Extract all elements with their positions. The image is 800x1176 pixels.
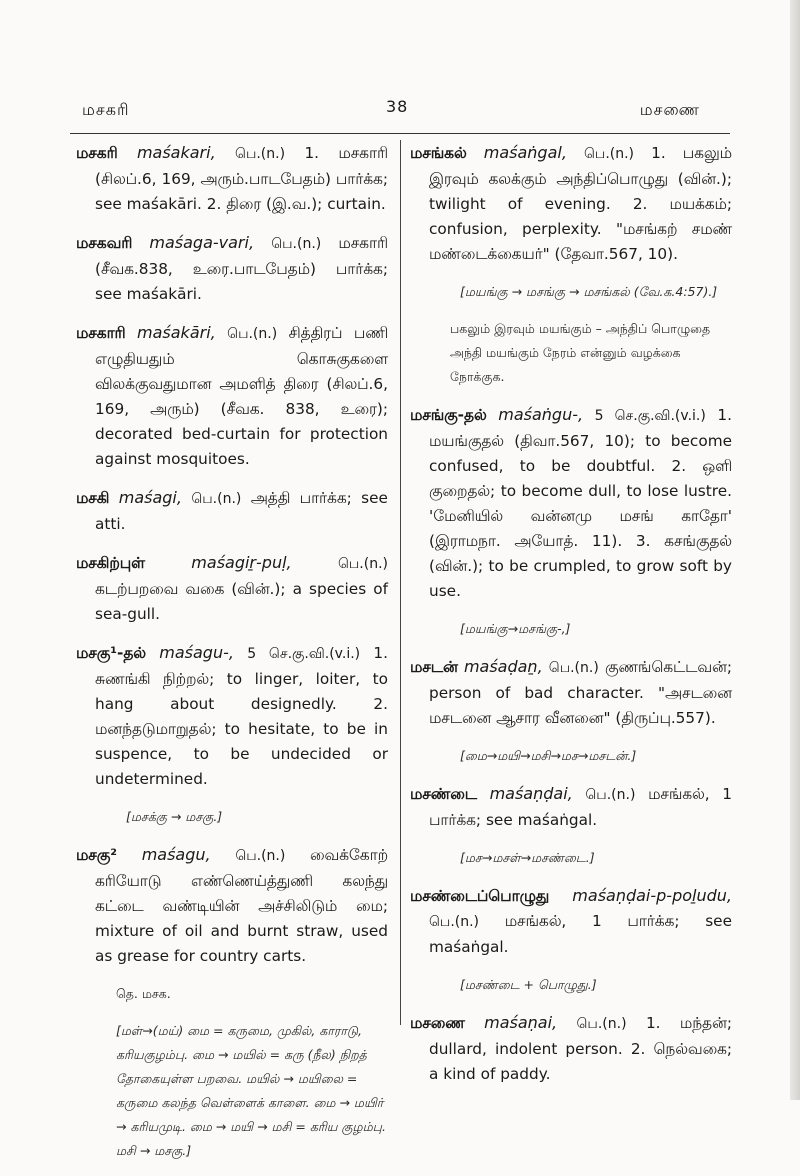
dictionary-entry xyxy=(410,1010,732,1087)
entry-grammar: பெ.(n.) xyxy=(576,1016,627,1032)
entry-grammar: பெ.(n.) xyxy=(584,146,635,162)
dictionary-entry xyxy=(410,781,732,833)
entry-transliteration: maśakari, xyxy=(136,143,216,162)
dictionary-entry xyxy=(76,550,388,627)
entry-headword: மசகவரி xyxy=(76,234,133,252)
entry-grammar: பெ.(n.) xyxy=(585,787,636,803)
dictionary-entry xyxy=(410,140,732,267)
entry-transliteration: maśaṇḍai, xyxy=(489,784,573,803)
entry-grammar: பெ.(n.) xyxy=(429,914,480,930)
running-head-left: மசகரி xyxy=(82,100,130,119)
dictionary-entry xyxy=(410,654,732,731)
entry-transliteration: maśaṇḍai-p-poḻudu, xyxy=(572,886,732,905)
entry-definition: குணங்கெட்டவன்; person of bad character. "அசடனை மசடனை ஆசார வீனனை" (திருப்பு.557). xyxy=(429,658,732,727)
right-column xyxy=(410,140,732,1100)
entry-headword: மசகு² xyxy=(76,846,117,864)
entry-transliteration: maśaṇai, xyxy=(484,1013,558,1032)
entry-definition: சித்திரப் பணி எழுதியதும் கொசுகுகளை விலக்குவதுமான அமளித் திரை (சிலப்.6, 169, அரும்) (சீவக. 838, உரை); decorated bed-curtain for protection against mosquitoes. xyxy=(95,324,388,468)
entry-definition: கடற்பறவை வகை (வின்.); a species of sea-gull. xyxy=(95,580,388,623)
cognate-note: தெ. மசக. xyxy=(116,986,171,1001)
dictionary-entry xyxy=(76,320,388,472)
entry-grammar: 5 செ.கு.வி.(v.i.) xyxy=(247,646,361,662)
entry-transliteration: maśagu-, xyxy=(159,643,234,662)
dictionary-entry xyxy=(76,640,388,792)
cognate-note: பகலும் இரவும் மயங்கும் – அந்திப் பொழுதை அந்தி மயங்கும் நேரம் என்னும் வழக்கை நோக்குக. xyxy=(450,321,711,384)
dictionary-entry xyxy=(76,485,388,537)
entry-grammar: பெ.(n.) xyxy=(548,660,599,676)
entry-definition: 1. மந்தன்; dullard, indolent person. 2. நெல்வகை; a kind of paddy. xyxy=(429,1014,732,1083)
entry-grammar: பெ.(n.) xyxy=(271,236,322,252)
dictionary-entry xyxy=(410,402,732,604)
entry-definition: 1. மயங்குதல் (திவா.567, 10); to become confused, to be doubtful. 2. ஒளி குறைதல்; to become dull, to lose lustre. 'மேனியில் வன்னமு மசங் காதோ' (இராமநா. அயோத். 11). 3. கசங்குதல் (வின்.); to be crumpled, to grow soft by use. xyxy=(429,406,732,600)
page-number: 38 xyxy=(386,97,409,116)
entry-definition: அத்தி பார்க்க; see atti. xyxy=(95,489,388,533)
etymology-note: [மசக்கு → மசகு.] xyxy=(126,809,223,824)
running-head-right: மசணை xyxy=(639,100,700,119)
etymology-note: [மயங்கு→மசங்கு-,] xyxy=(460,621,571,636)
entry-grammar: பெ.(n.) xyxy=(227,326,278,342)
entry-grammar: 5 செ.கு.வி.(v.i.) xyxy=(594,408,706,424)
entry-definition: மசகாரி (சீவக.838, உரை.பாடபேதம்) பார்க்க; see maśakāri. xyxy=(95,234,388,303)
etymology-note: [மை→மயி→மசி→மச→மசடன்.] xyxy=(460,748,637,763)
dictionary-entry xyxy=(410,883,732,960)
entry-headword: மசகிற்புள் xyxy=(76,554,145,572)
entry-headword: மசண்டை xyxy=(410,785,477,803)
dictionary-entry xyxy=(76,140,388,217)
entry-grammar: பெ.(n.) xyxy=(191,491,242,507)
entry-definition: 1. மசகாரி (சிலப்.6, 169, அரும்.பாடபேதம்) பார்க்க; see maśakāri. 2. திரை (இ.வ.); curtain. xyxy=(95,144,388,213)
entry-transliteration: maśakāri, xyxy=(137,323,216,342)
entry-headword: மசங்கு-தல் xyxy=(410,406,487,424)
entry-transliteration: maśaṅgu-, xyxy=(498,405,584,424)
entry-headword: மசகி xyxy=(76,489,110,507)
dictionary-entry xyxy=(76,842,388,969)
entry-headword: மசகாரி xyxy=(76,324,126,342)
entry-grammar: பெ.(n.) xyxy=(235,146,286,162)
entry-transliteration: maśagu, xyxy=(141,845,211,864)
page-edge xyxy=(790,0,800,1100)
column-divider xyxy=(400,140,401,1025)
entry-definition: மசங்கல், 1 பார்க்க; see maśaṅgal. xyxy=(429,912,732,956)
entry-grammar: பெ.(n.) xyxy=(337,556,388,572)
entry-headword: மசங்கல் xyxy=(410,144,467,162)
etymology-note: [மள்→(மய்) மை = கருமை, முகில், காராடு, கரியகுழம்பு. மை → மயில் = கரு (நீல) நிறத் தோகையுள்ள பறவை. மயில் → மயிலை = கருமை கலந்த வெள்ளைக் காளை. மை → மயிர் → கரியமுடி. மை → மயி → மசி = கரிய குழம்பு. மசி → மசகு.] xyxy=(116,1023,386,1158)
entry-headword: மசண்டைப்பொழுது xyxy=(410,887,550,905)
etymology-note: [மசண்டை + பொழுது.] xyxy=(460,977,597,992)
etymology-note: [மச→மசள்→மசண்டை.] xyxy=(460,850,595,865)
entry-definition: 1. பகலும் இரவும் கலக்கும் அந்திப்பொழுது (வின்.); twilight of evening. 2. மயக்கம்; confusion, perplexity. "மசங்கற் சமண் மண்டைக்கையர்" (தேவா.567, 10). xyxy=(429,144,732,263)
entry-headword: மசகு¹-தல் xyxy=(76,644,146,662)
entry-headword: மசகரி xyxy=(76,144,118,162)
entry-headword: மசடன் xyxy=(410,658,458,676)
entry-grammar: பெ.(n.) xyxy=(235,848,286,864)
entry-definition: வைக்கோற் கரியோடு எண்ணெய்த்துணி கலந்து கட்டை வண்டியின் அச்சிலிடும் மை; mixture of oil and burnt straw, used as grease for country carts. xyxy=(95,846,388,965)
entry-transliteration: maśagi, xyxy=(118,488,182,507)
entry-transliteration: maśaṅgal, xyxy=(483,143,567,162)
etymology-note: [மயங்கு → மசங்கு → மசங்கல் (வே.க.4:57).] xyxy=(460,284,718,299)
entry-transliteration: maśaga-vari, xyxy=(149,233,255,252)
header-rule xyxy=(70,133,730,134)
entry-definition: மசங்கல், 1 பார்க்க; see maśaṅgal. xyxy=(429,785,732,829)
entry-transliteration: maśaḍaṉ, xyxy=(463,657,543,676)
entry-headword: மசணை xyxy=(410,1014,465,1032)
dictionary-entry xyxy=(76,230,388,307)
entry-definition: 1. சுணங்கி நிற்றல்; to linger, loiter, to hang about designedly. 2. மனந்தடுமாறுதல்; to hesitate, to be in suspence, to be undecided or undetermined. xyxy=(95,644,388,788)
entry-transliteration: maśagiṟ-puḷ, xyxy=(191,553,292,572)
left-column xyxy=(76,140,388,1176)
